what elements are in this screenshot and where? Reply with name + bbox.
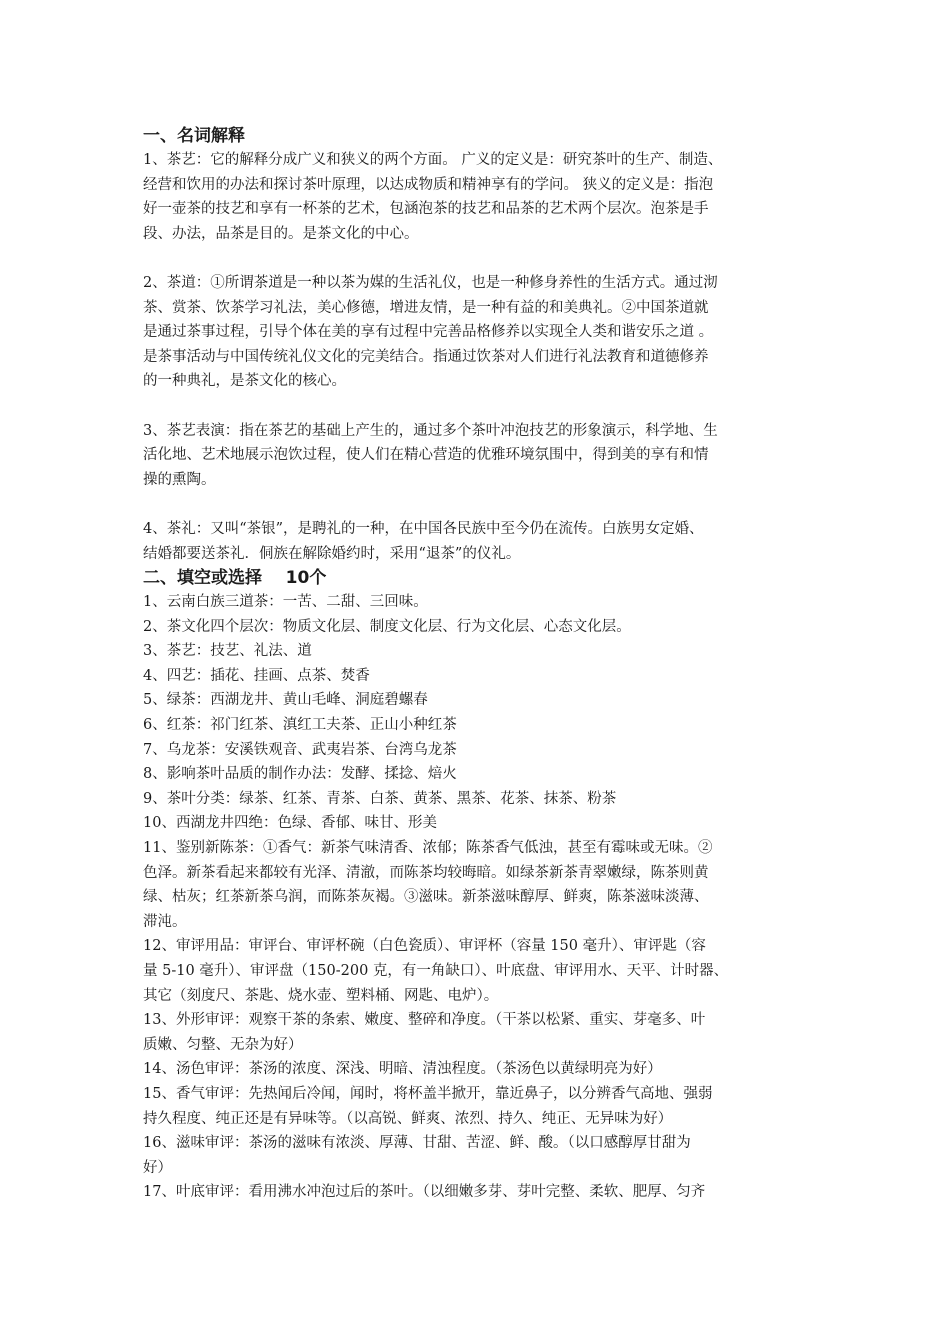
definitions-list — [143, 148, 818, 566]
text-line: 持久程度、纯正还是有异味等。（以高锐、鲜爽、浓烈、持久、纯正、无异味为好） — [143, 1110, 673, 1127]
text-line: 16、滋味审评：茶汤的滋味有浓淡、厚薄、甘甜、苦涩、鲜、酸。（以口感醇厚甘甜为 — [143, 1135, 691, 1152]
definition-paragraph — [143, 517, 818, 566]
list-item — [143, 1008, 818, 1057]
text-line: 10、西湖龙井四绝：色绿、香郁、味甘、形美 — [143, 815, 437, 832]
text-line: 量 5-10 毫升）、审评盘（150-200 克，有一角缺口）、叶底盘、审评用水、天平、计时器、 — [143, 963, 729, 979]
definition-paragraph — [143, 271, 818, 394]
text-line: 12、审评用品：审评台、审评杯碗（白色瓷质）、审评杯（容量 150 毫升）、审评匙（容 — [143, 938, 706, 955]
text-line: 的一种典礼，是茶文化的核心。 — [143, 373, 346, 390]
text-line: 13、外形审评：观察干茶的条索、嫩度、整碎和净度。（干茶以松紧、重实、芽毫多、叶 — [143, 1012, 706, 1029]
definition-paragraph — [143, 148, 818, 246]
list-item — [143, 738, 818, 763]
text-line: 2、茶道：①所谓茶道是一种以茶为媒的生活礼仪，也是一种修身养性的生活方式。通过沏 — [143, 274, 718, 291]
text-line: 9、茶叶分类：绿茶、红茶、青茶、白茶、黄茶、黑茶、花茶、抹茶、粉茶 — [143, 790, 617, 807]
text-line: 4、四艺：插花、挂画、点茶、焚香 — [143, 667, 370, 684]
text-line: 结婚都要送茶礼．侗族在解除婚约时，采用“退茶”的仪礼。 — [143, 545, 521, 562]
text-line: 3、茶艺：技艺、礼法、道 — [143, 643, 312, 660]
text-line: 17、叶底审评：看用沸水冲泡过后的茶叶。（以细嫩多芽、芽叶完整、柔软、肥厚、匀齐 — [143, 1184, 706, 1201]
text-line: 1、云南白族三道茶：一苦、二甜、三回味。 — [143, 594, 428, 611]
text-line: 4、茶礼：又叫“茶银”，是聘礼的一种，在中国各民族中至今仍在流传。白族男女定婚、 — [143, 520, 704, 537]
list-item — [143, 1082, 818, 1131]
text-line: 6、红茶：祁门红茶、滇红工夫茶、正山小种红茶 — [143, 717, 457, 734]
section-heading-fill-in: 二、填空或选择 10个 — [143, 568, 327, 589]
text-line: 好） — [143, 1159, 172, 1176]
text-line: 3、茶艺表演：指在茶艺的基础上产生的，通过多个茶叶冲泡技艺的形象演示，科学地、生 — [143, 422, 718, 439]
text-line: 15、香气审评：先热闻后冷闻，闻时，将杯盖半掀开，靠近鼻子，以分辨香气高地、强弱 — [143, 1085, 713, 1102]
text-line: 2、茶文化四个层次：物质文化层、制度文化层、行为文化层、心态文化层。 — [143, 618, 631, 635]
text-line: 活化地、艺术地展示泡饮过程，使人们在精心营造的优雅环境氛围中，得到美的享有和情 — [143, 447, 709, 464]
text-line: 茶、赏茶、饮茶学习礼法，美心修德，增进友情，是一种有益的和美典礼。②中国茶道就 — [143, 299, 709, 316]
text-line: 绿、枯灰；红茶新茶乌润，而陈茶灰褐。③滋味。新茶滋味醇厚、鲜爽，陈茶滋味淡薄、 — [143, 889, 709, 906]
list-item — [143, 1131, 818, 1180]
text-line: 操的熏陶。 — [143, 471, 216, 488]
list-item — [143, 1057, 818, 1082]
definition-paragraph — [143, 419, 818, 493]
text-line: 经营和饮用的办法和探讨茶叶原理，以达成物质和精神享有的学问。 狭义的定义是：指泡 — [143, 176, 714, 193]
document-page — [143, 124, 818, 1205]
paragraph-gap — [143, 394, 818, 419]
text-line: 5、绿茶：西湖龙井、黄山毛峰、洞庭碧螺春 — [143, 692, 428, 709]
list-item — [143, 787, 818, 812]
list-item — [143, 934, 818, 1008]
list-item — [143, 811, 818, 836]
text-line: 其它（刻度尺、茶匙、烧水壶、塑料桶、网匙、电炉）。 — [143, 987, 499, 1004]
text-line: 色泽。新茶看起来都较有光泽、清澈，而陈茶均较晦暗。如绿茶新茶青翠嫩绿，陈茶则黄 — [143, 864, 709, 881]
text-line: 好一壶茶的技艺和享有一杯茶的艺术，包涵泡茶的技艺和品茶的艺术两个层次。泡茶是手 — [143, 201, 709, 218]
list-item — [143, 664, 818, 689]
text-line: 7、乌龙茶：安溪铁观音、武夷岩茶、台湾乌龙茶 — [143, 741, 457, 758]
list-item — [143, 762, 818, 787]
list-item — [143, 713, 818, 738]
list-item — [143, 615, 818, 640]
list-item — [143, 1180, 818, 1205]
text-line: 11、鉴别新陈茶：①香气：新茶气味清香、浓郁；陈茶香气低浊，甚至有霉味或无味。② — [143, 840, 713, 857]
list-item — [143, 590, 818, 615]
text-line: 1、茶艺：它的解释分成广义和狭义的两个方面。 广义的定义是：研究茶叶的生产、制造、 — [143, 152, 723, 168]
paragraph-gap — [143, 246, 818, 271]
section-heading-definitions: 一、名词解释 — [143, 126, 245, 146]
text-line: 段、办法，品茶是目的。是茶文化的中心。 — [143, 225, 419, 242]
text-line: 14、汤色审评：茶汤的浓度、深浅、明暗、清浊程度。（茶汤色以黄绿明亮为好） — [143, 1061, 662, 1078]
list-item — [143, 639, 818, 664]
list-item — [143, 836, 818, 934]
text-line: 是茶事活动与中国传统礼仪文化的完美结合。指通过饮茶对人们进行礼法教育和道德修养 — [143, 348, 709, 365]
text-line: 8、影响茶叶品质的制作办法：发酵、揉捻、焙火 — [143, 766, 457, 783]
fill-in-list — [143, 590, 818, 1205]
text-line: 是通过茶事过程，引导个体在美的享有过程中完善品格修养以实现全人类和谐安乐之道 。 — [143, 324, 714, 341]
paragraph-gap — [143, 492, 818, 517]
text-line: 滞沌。 — [143, 913, 187, 930]
text-line: 质嫩、匀整、无杂为好） — [143, 1036, 303, 1053]
list-item — [143, 688, 818, 713]
